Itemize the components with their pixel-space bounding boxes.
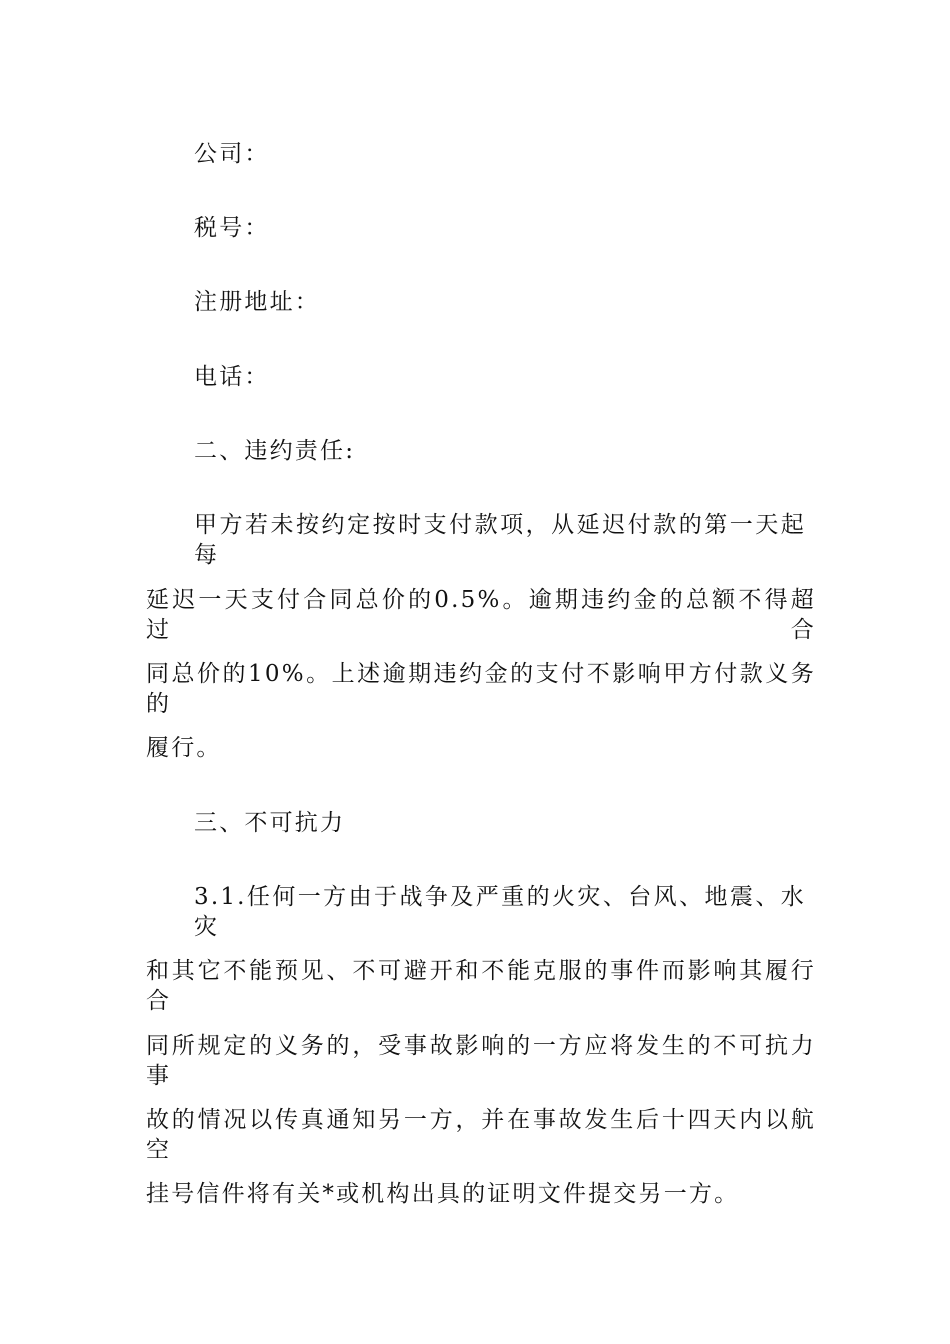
section-2-heading: 二、违约责任: <box>194 438 356 464</box>
section-3-heading: 三、不可抗力 <box>194 810 346 836</box>
section-3-paragraph-line: 3.1.任何一方由于战争及严重的火灾、台风、地震、水灾 <box>194 884 806 940</box>
section-3-paragraph-line: 故的情况以传真通知另一方，并在事故发生后十四天内以航空 <box>146 1107 816 1163</box>
section-3-paragraph-line: 和其它不能预见、不可避开和不能克服的事件而影响其履行合 <box>146 958 816 1014</box>
registered-address-field-label: 注册地址： <box>194 289 320 315</box>
section-2-paragraph-line: 同总价的10%。上述逾期违约金的支付不影响甲方付款义务的 <box>146 661 816 717</box>
section-3-paragraph-line: 挂号信件将有关*或机构出具的证明文件提交另一方。 <box>146 1181 740 1207</box>
section-2-paragraph-line: 履行。 <box>146 735 222 761</box>
section-2-paragraph-line: 甲方若未按约定按时支付款项，从延迟付款的第一天起每 <box>194 512 806 568</box>
tax-number-field-label: 税号： <box>194 215 270 241</box>
phone-field-label: 电话： <box>194 364 270 390</box>
section-2-paragraph-line: 延迟一天支付合同总价的0.5%。逾期违约金的总额不得超过合 <box>146 587 816 643</box>
section-3-paragraph-line: 同所规定的义务的，受事故影响的一方应将发生的不可抗力事 <box>146 1033 816 1089</box>
company-field-label: 公司： <box>194 141 270 167</box>
